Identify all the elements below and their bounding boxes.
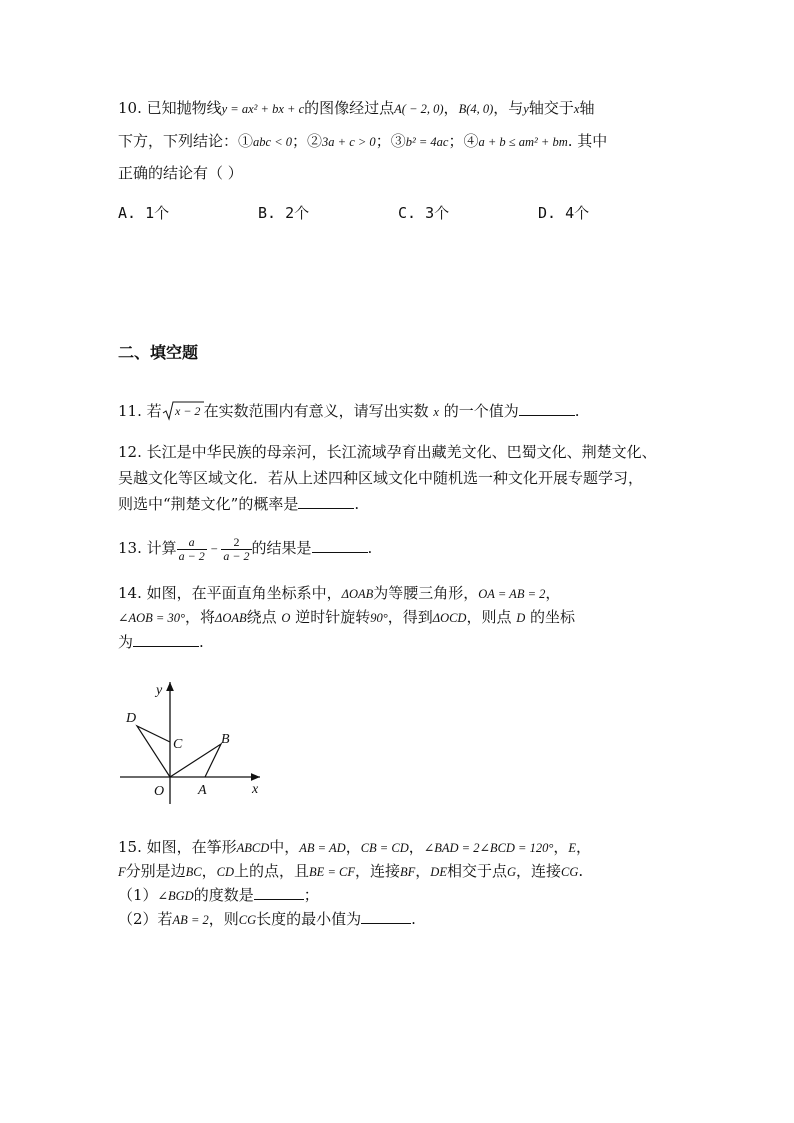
label-a: A [198, 783, 207, 798]
q13-line: 13. 计算 $\frac{a}{a - 2}$ − $\frac{2}{a - 2}$ 的结果是 . [118, 534, 373, 563]
q15-part2: （2）若AB = 2，则CG长度的最小值为 . [118, 910, 416, 928]
q11-line: 11. 若 x − 2 在实数范围内有意义，请写出实数 x 的一个值为 . [118, 402, 580, 420]
option-b[interactable]: B. 2个 [258, 204, 310, 222]
parabola-expr: y = ax² + bx + c [221, 102, 305, 116]
section-title: 二、填空题 [118, 343, 199, 362]
q14-line1: 14. 如图，在平面直角坐标系中，ΔOAB为等腰三角形，OA = AB = 2， [118, 584, 561, 602]
label-c: C [173, 737, 183, 752]
option-c[interactable]: C. 3个 [398, 204, 450, 222]
q14-line2: ∠AOB = 30°，将ΔOAB绕点 O 逆时针旋转90°，得到ΔOCD，则点 D 的坐标 [118, 608, 576, 626]
q15-line1: 15. 如图，在筝形ABCD中，AB = AD，CB = CD，∠BAD = 2∠BCD = 120°，E， [118, 838, 592, 856]
label-d: D [126, 711, 137, 726]
q10-line1: 10. 已知抛物线y = ax² + bx + c的图像经过点A( − 2, 0)，B(4, 0)，与y轴交于x轴 [118, 99, 595, 117]
q15-line2: F分别是边BC，CD上的点，且BE = CF，连接BF，DE相交于点G，连接CG. [118, 862, 584, 880]
label-o: O [154, 784, 165, 799]
q14-line3: 为 . [118, 633, 204, 651]
answer-blank-14[interactable] [133, 632, 199, 647]
answer-blank-13[interactable] [312, 538, 368, 553]
answer-blank-15-1[interactable] [254, 885, 304, 900]
label-b: B [221, 732, 230, 747]
fraction-1: $\frac{a}{a - 2}$ [178, 534, 205, 563]
q15-part1: （1）∠BGD的度数是 ； [118, 886, 319, 904]
conclusion-3: b² = 4ac [405, 135, 449, 149]
q10-line3: 正确的结论有（ ） [118, 164, 243, 182]
answer-blank-11[interactable] [519, 401, 575, 416]
option-a[interactable]: A. 1个 [118, 204, 170, 222]
sqrt-expression [162, 400, 204, 422]
q12-line2: 吴越文化等区域文化．若从上述四种区域文化中随机选一种文化开展专题学习， [118, 469, 644, 487]
triangle-ocd [137, 726, 170, 777]
q10-line2: 下方，下列结论：①abc < 0；②3a + c > 0；③b² = 4ac；④a + b ≤ am² + bm. 其中 [118, 132, 608, 150]
coordinate-figure [118, 676, 278, 808]
q12-line1: 12. 长江是中华民族的母亲河，长江流域孕育出藏羌文化、巴蜀文化、荆楚文化、 [118, 443, 657, 461]
q12-line3: 则选中“荆楚文化”的概率是 . [118, 495, 360, 513]
answer-blank-15-2[interactable] [361, 909, 411, 924]
label-y: y [156, 683, 163, 698]
conclusion-2: 3a + c > 0 [322, 135, 376, 149]
radical-sign [162, 400, 204, 422]
option-d[interactable]: D. 4个 [538, 204, 590, 222]
answer-blank-12[interactable] [298, 494, 354, 509]
point-a: A( − 2, 0) [394, 102, 444, 116]
point-b: B(4, 0) [458, 102, 494, 116]
conclusion-4: a + b ≤ am² + bm [478, 135, 568, 149]
fraction-2: $\frac{2}{a - 2}$ [223, 534, 250, 563]
conclusion-1: abc < 0 [253, 135, 292, 149]
radicand: x − 2 [174, 404, 201, 418]
label-x: x [252, 782, 259, 797]
